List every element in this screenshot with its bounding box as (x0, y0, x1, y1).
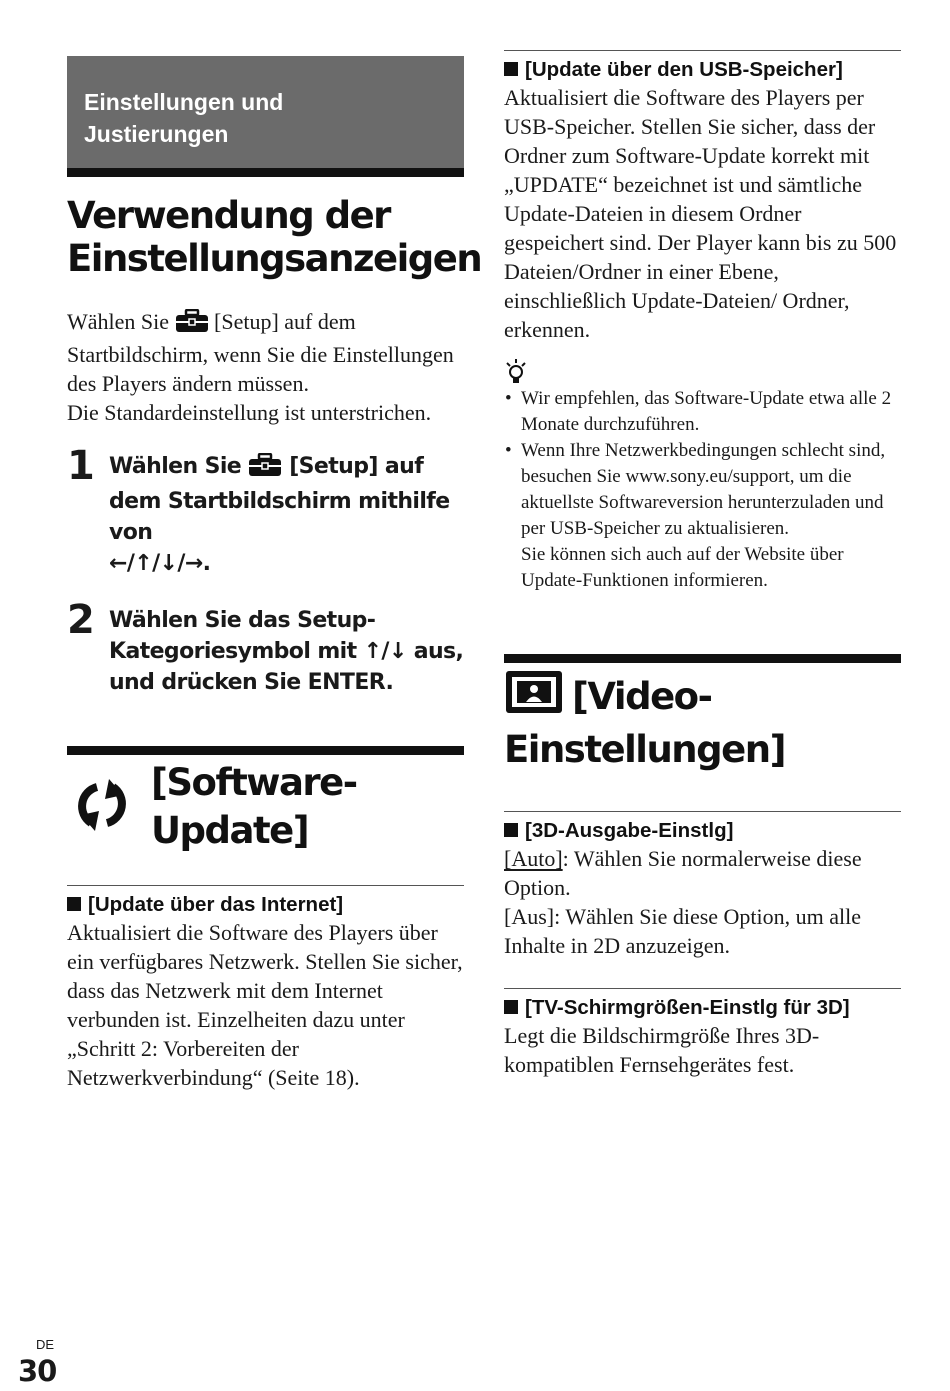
step-2-text-a: Wählen Sie das Setup-Kategoriesymbol mit (109, 608, 376, 664)
video-settings-title (504, 669, 901, 773)
intro-text-2: [Setup] auf dem Startbildschirm, wenn Sie die Einstellungen des Players ändern müssen. (67, 309, 454, 396)
video-settings-icon (504, 669, 564, 726)
right-column (504, 50, 901, 1079)
refresh-icon (67, 775, 137, 840)
arrow-keys-icon: ←/↑/↓/→ (109, 551, 203, 576)
auto-option-label: [Auto] (504, 846, 563, 871)
internet-update-title: [Update über das Internet] (88, 893, 344, 916)
step-text (109, 605, 464, 698)
banner-line-2: Justierungen (84, 121, 229, 147)
square-bullet-icon (504, 823, 518, 837)
auto-option-text: : Wählen Sie normalerweise diese Option. (504, 846, 862, 900)
step-1-period: . (202, 551, 211, 576)
usb-update-text: Aktualisiert die Software des Players per USB-Speicher. Stellen Sie sicher, dass der Ordner zum Software-Update korrekt mit „UPDATE“ bezeichnet ist und sämtliche Update-Dateien in diesem Ordner gespeichert sind. Der Player kann bis zu 500 Dateien/Ordner in einer Ebene, einschließlich Update-Dateien/ Ordner, erkennen. (504, 85, 897, 342)
page-title-line-2: Einstellungsanzeigen (67, 237, 482, 280)
up-down-arrows-icon: ↑/↓ (363, 639, 407, 664)
step-1 (67, 443, 464, 579)
list-item: • Wenn Ihre Netzwerkbedingungen schlecht sind, besuchen Sie www.sony.eu/support, um die aktuellste Softwareversion herunterzuladen und per USB-Speicher zu aktualisieren. (504, 438, 901, 542)
toolbox-icon (175, 309, 209, 340)
internet-update-subheading (67, 885, 464, 918)
output-3d-title: [3D-Ausgabe-Einstlg] (525, 819, 734, 842)
tv-size-subheading (504, 988, 901, 1021)
intro-paragraph (67, 307, 464, 427)
internet-update-text: Aktualisiert die Software des Players über ein verfügbares Netzwerk. Stellen Sie sicher, dass das Netzwerk mit dem Internet verbunden ist. Einzelheiten dazu unter „Schritt 2: Vorbereiten der Netzwerkverbindung“ (Seite 18). (67, 920, 463, 1090)
video-title-line-1: [Video- (572, 675, 712, 718)
left-column (67, 56, 482, 1092)
usb-update-title: [Update über den USB-Speicher] (525, 58, 843, 81)
page-title-line-1: Verwendung der (67, 194, 390, 237)
output-3d-text (504, 844, 901, 960)
tv-size-title: [TV-Schirmgrößen-Einstlg für 3D] (525, 996, 850, 1019)
video-settings-heading (504, 654, 901, 773)
video-title-line-2: Einstellungen] (504, 728, 785, 771)
step-number: 2 (67, 597, 93, 643)
tv-size-text: Legt die Bildschirmgröße Ihres 3D-kompatiblen Fernsehgerätes fest. (504, 1023, 820, 1077)
lightbulb-icon (504, 358, 901, 386)
square-bullet-icon (504, 1000, 518, 1014)
square-bullet-icon (504, 62, 518, 76)
toolbox-icon (248, 453, 282, 486)
step-2 (67, 597, 464, 698)
step-2-text-b: aus, und drücken Sie ENTER. (109, 639, 464, 695)
step-1-text-b: [Setup] auf dem Startbildschirm mithilfe von (109, 454, 450, 545)
intro-text-3: Die Standardeinstellung ist unterstrichen. (67, 400, 432, 425)
section-banner (67, 56, 464, 177)
page-title (67, 194, 482, 280)
tip-extra-text: Sie können sich auch auf der Website über Update-Funktionen informieren. (521, 544, 844, 591)
footer-language: DE (36, 1337, 55, 1352)
software-update-heading (67, 746, 464, 855)
page-number: 30 (18, 1354, 57, 1388)
aus-option-text: [Aus]: Wählen Sie diese Option, um alle Inhalte in 2D anzuzeigen. (504, 904, 862, 958)
step-number: 1 (67, 443, 93, 489)
banner-line-1: Einstellungen und (84, 89, 284, 115)
step-text (109, 451, 464, 579)
list-item: • Wir empfehlen, das Software-Update etwa alle 2 Monate durchzuführen. (504, 386, 901, 438)
output-3d-subheading (504, 811, 901, 844)
square-bullet-icon (67, 897, 81, 911)
usb-update-subheading (504, 50, 901, 83)
step-1-text-a: Wählen Sie (109, 454, 242, 479)
intro-text-1: Wählen Sie (67, 309, 170, 334)
tips-list (504, 386, 901, 542)
software-update-title: [Software-Update] (151, 761, 357, 852)
